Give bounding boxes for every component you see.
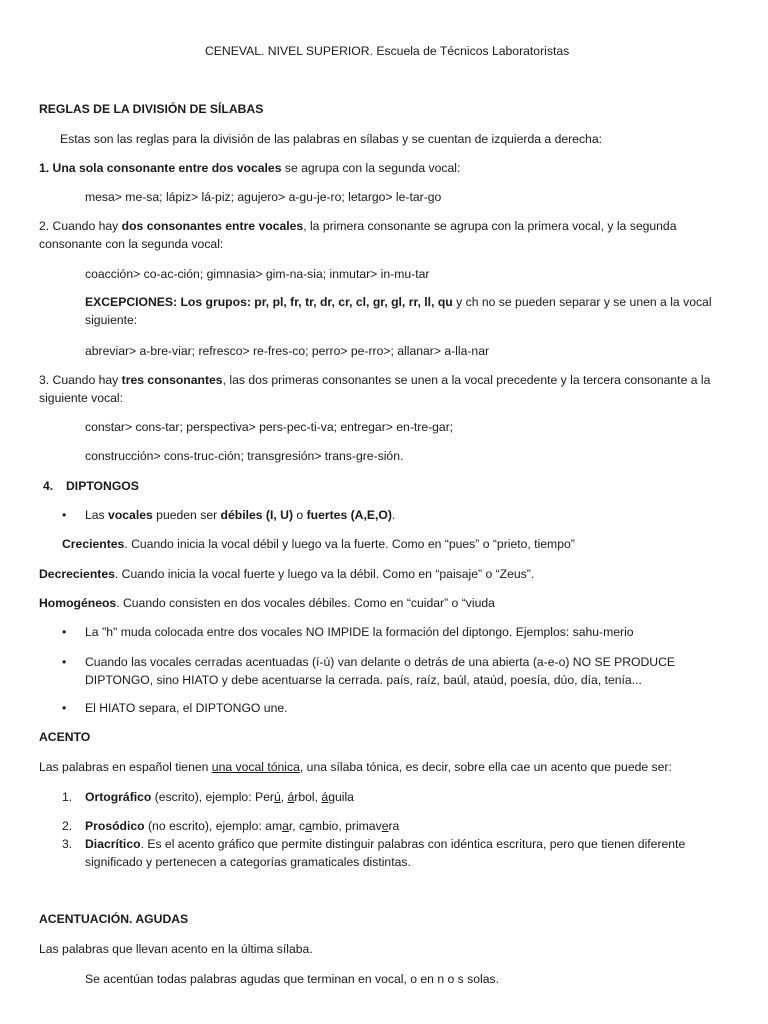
rule-2-examples: coacción> co-ac-ción; gimnasia> gim-na-sia; inmutar> in-mu-tar: [85, 267, 430, 281]
rule-3: 3. Cuando hay tres consonantes, las dos primeras consonantes se unen a la vocal precedente y la tercera consonante a la siguiente vocal:: [39, 373, 711, 405]
page-header: CENEVAL. NIVEL SUPERIOR. Escuela de Técnicos Laboratoristas: [205, 44, 570, 58]
bullet-icon: •: [62, 508, 67, 522]
acento-item-1: Ortográfico (escrito), ejemplo: Perú, árbol, águila: [85, 790, 354, 804]
silabas-intro: Estas son las reglas para la división de las palabras en sílabas y se cuentan de izquierda a derecha:: [60, 132, 602, 146]
diptongos-number: 4.: [43, 479, 54, 493]
bullet-icon: •: [62, 625, 67, 639]
exceptions: EXCEPCIONES: Los grupos: pr, pl, fr, tr, dr, cr, cl, gr, gl, rr, ll, qu y ch no se pueden separar y se unen a la vocal siguiente:: [85, 295, 712, 327]
section-title-silabas: REGLAS DE LA DIVISIÓN DE SÍLABAS: [39, 102, 264, 116]
section-title-diptongos: DIPTONGOS: [66, 479, 139, 493]
homogeneos: Homogéneos. Cuando consisten en dos vocales débiles. Como en “cuidar” o “viuda: [39, 596, 495, 610]
diptongos-bullet-3: Cuando las vocales cerradas acentuadas (í-ú) van delante o detrás de una abierta (a-e-o) NO SE PRODUCE DIPTONGO, sino HIATO y debe acentuarse la cerrada. país, raíz, baúl, ataúd, poesía, dúo, día, tenía...: [85, 655, 676, 687]
decrecientes: Decrecientes. Cuando inicia la vocal fuerte y luego va la débil. Como en “paisaje” o “Zeus”.: [39, 567, 535, 581]
rule-3-examples-1: constar> cons-tar; perspectiva> pers-pec-ti-va; entregar> en-tre-gar;: [85, 420, 454, 434]
acento-item-3: Diacrítico. Es el acento gráfico que permite distinguir palabras con idéntica escritura, pero que tienen diferente significado y pertenecen a categorías gramaticales distintas.: [85, 837, 686, 869]
acento-item-num-1: 1.: [62, 790, 73, 804]
acento-item-2: Prosódico (no escrito), ejemplo: amar, cambio, primavera: [85, 819, 400, 833]
diptongos-bullet-4: El HIATO separa, el DIPTONGO une.: [85, 701, 288, 715]
bullet-icon: •: [62, 655, 67, 669]
rule-1-examples: mesa> me-sa; lápiz> lá-piz; agujero> a-gu-je-ro; letargo> le-tar-go: [85, 190, 442, 204]
rule-1: 1. Una sola consonante entre dos vocales se agrupa con la segunda vocal:: [39, 161, 461, 175]
exceptions-examples: abreviar> a-bre-viar; refresco> re-fres-co; perro> pe-rro>; allanar> a-lla-nar: [85, 344, 490, 358]
crecientes: Crecientes. Cuando inicia la vocal débil y luego va la fuerte. Como en “pues” o “prieto, tiempo”: [62, 537, 575, 551]
agudas-line-2: Se acentúan todas palabras agudas que terminan en vocal, o en n o s solas.: [85, 972, 499, 986]
rule-2: 2. Cuando hay dos consonantes entre vocales, la primera consonante se agrupa con la primera vocal, y la segunda consonante con la segunda vocal:: [39, 219, 677, 251]
diptongos-bullet-2: La "h" muda colocada entre dos vocales NO IMPIDE la formación del diptongo. Ejemplos: sahu-merio: [85, 625, 634, 639]
rule-3-examples-2: construcción> cons-truc-ción; transgresión> trans-gre-sión.: [85, 449, 404, 463]
section-title-acento: ACENTO: [39, 730, 91, 744]
acento-item-num-2: 2.: [62, 819, 73, 833]
acento-intro: Las palabras en español tienen una vocal tónica, una sílaba tónica, es decir, sobre ella cae un acento que puede ser:: [39, 760, 672, 774]
diptongos-bullet-1: Las vocales pueden ser débiles (I, U) o fuertes (A,E,O).: [85, 508, 396, 522]
section-title-agudas: ACENTUACIÓN. AGUDAS: [39, 912, 189, 926]
bullet-icon: •: [62, 701, 67, 715]
acento-item-num-3: 3.: [62, 837, 73, 851]
agudas-line-1: Las palabras que llevan acento en la última sílaba.: [39, 942, 313, 956]
